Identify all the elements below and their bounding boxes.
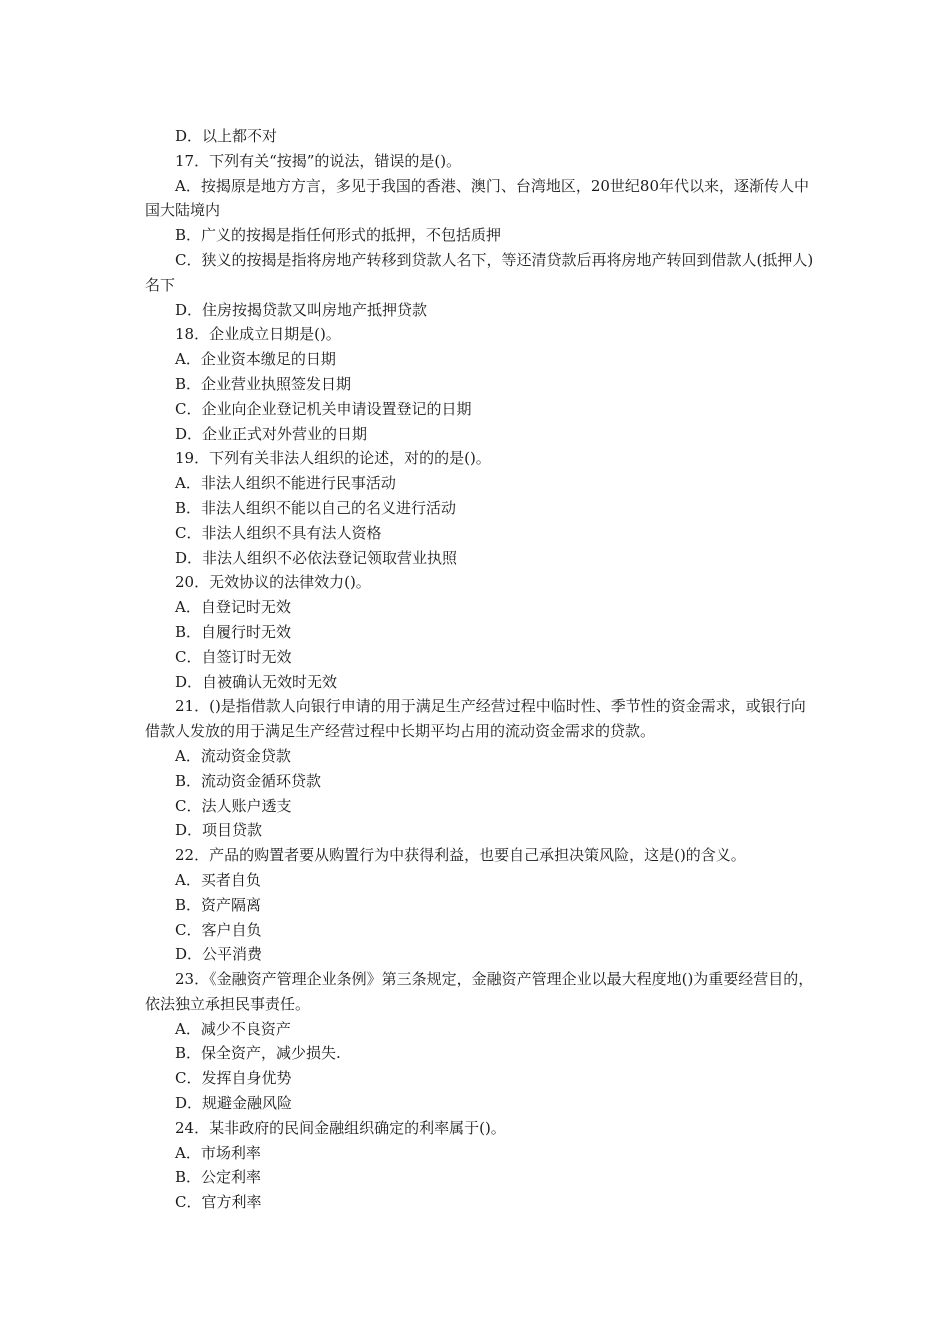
question-line: 21．()是指借款人向银行申请的用于满足生产经营过程中临时性、季节性的资金需求，或银行向借款人发放的用于满足生产经营过程中长期平均占用的流动资金需求的贷款。 [145,697,806,741]
option-line: A．非法人组织不能进行民事活动 [175,474,396,493]
question-line: 19．下列有关非法人组织的论述，对的的是()。 [175,449,491,468]
option-line: A．流动资金贷款 [175,746,291,765]
option-line: B．保全资产，减少损失. [175,1044,341,1063]
option-line: C．法人账户透支 [175,796,292,815]
option-line: D．公平消费 [175,945,263,964]
option-line: A．买者自负 [175,870,261,889]
option-line: D．以上都不对 [175,127,278,145]
option-line: C．狭义的按揭是指将房地产转移到贷款人名下，等还清贷款后再将房地产转回到借款人(抵押人)名下 [145,250,814,294]
option-line: A．按揭原是地方方言，多见于我国的香港、澳门、台湾地区，20世纪80年代以来，逐渐传人中国大陆境内 [145,176,810,220]
option-line: C．自签订时无效 [175,647,292,666]
question-line: 22．产品的购置者要从购置行为中获得利益，也要自己承担决策风险，这是()的含义。 [175,846,746,865]
option-line: C．企业向企业登记机关申请设置登记的日期 [175,399,472,418]
option-line: D．自被确认无效时无效 [175,672,338,691]
question-line: 17．下列有关“按揭”的说法，错误的是()。 [175,151,462,170]
option-line: B．资产隔离 [175,895,262,914]
option-line: D．住房按揭贷款又叫房地产抵押贷款 [175,300,428,319]
question-line: 18．企业成立日期是()。 [175,325,341,344]
option-line: A．企业资本缴足的日期 [175,350,336,369]
document-body [145,124,815,1215]
option-line: B．企业营业执照签发日期 [175,374,352,393]
option-line: B．流动资金循环贷款 [175,771,322,790]
option-line: B．广义的按揭是指任何形式的抵押，不包括质押 [175,226,502,245]
option-line: D．项目贷款 [175,821,263,840]
option-line: C．非法人组织不具有法人资格 [175,523,382,542]
option-line: A．减少不良资产 [175,1019,291,1038]
question-line: 24．某非政府的民间金融组织确定的利率属于()。 [175,1118,506,1137]
option-line: B．非法人组织不能以自己的名义进行活动 [175,498,457,517]
option-line: B．自履行时无效 [175,622,292,641]
option-line: C．客户自负 [175,920,262,939]
option-line: B．公定利率 [175,1168,262,1187]
option-line: D．非法人组织不必依法登记领取营业执照 [175,548,458,567]
option-line: A．自登记时无效 [175,598,291,617]
option-line: D．规避金融风险 [175,1094,293,1113]
option-line: C．官方利率 [175,1193,262,1212]
question-line: 20．无效协议的法律效力()。 [175,573,371,592]
option-line: D．企业正式对外营业的日期 [175,424,368,443]
question-line: 23．《金融资产管理企业条例》第三条规定，金融资产管理企业以最大程度地()为重要经营目的，依法独立承担民事责任。 [145,970,814,1013]
option-line: A．市场利率 [175,1143,261,1162]
option-line: C．发挥自身优势 [175,1069,292,1088]
